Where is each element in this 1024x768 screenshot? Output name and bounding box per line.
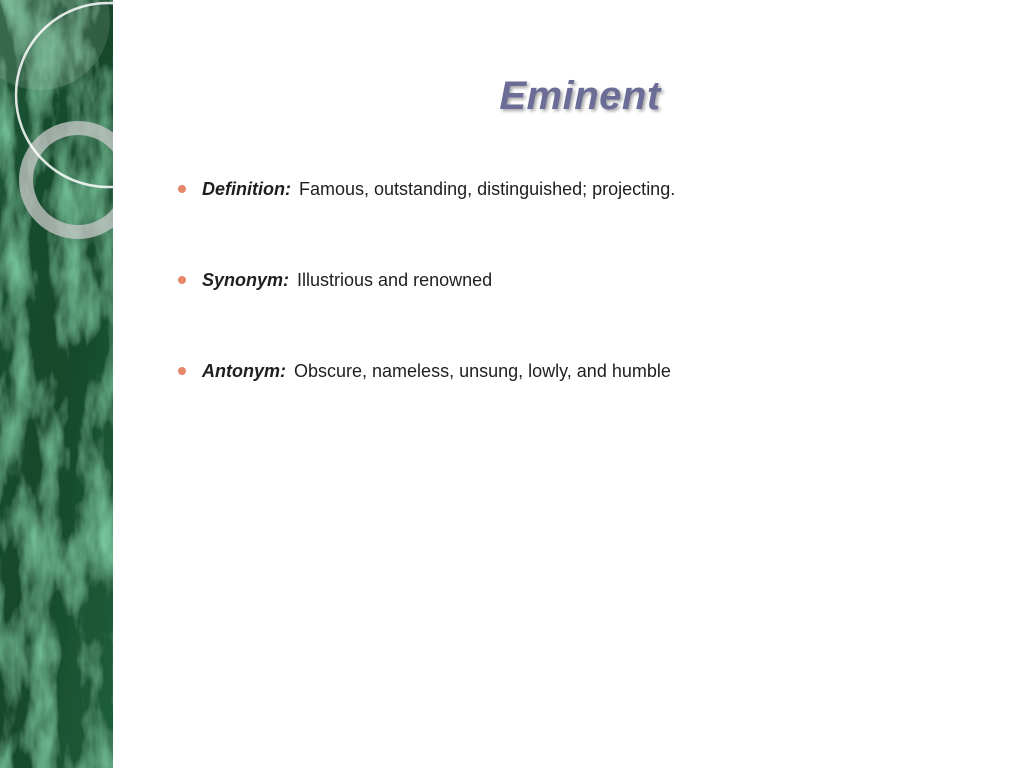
antonym-text: Obscure, nameless, unsung, lowly, and humble <box>294 361 671 381</box>
marble-texture-graphic <box>0 0 113 768</box>
antonym-term: Antonym: <box>202 361 286 381</box>
synonym-text: Illustrious and renowned <box>297 270 493 290</box>
bullet-dot-icon <box>178 276 186 284</box>
decorative-side-panel <box>0 0 113 768</box>
bullet-dot-icon <box>178 185 186 193</box>
bullet-dot-icon <box>178 367 186 375</box>
bullet-antonym <box>176 357 976 385</box>
slide-title: Eminent <box>499 74 661 118</box>
definition-term: Definition: <box>202 179 291 199</box>
bullet-synonym <box>176 266 976 294</box>
bullet-list <box>176 175 976 448</box>
synonym-term: Synonym: <box>202 270 290 290</box>
bullet-definition <box>176 175 976 203</box>
definition-text: Famous, outstanding, distinguished; projecting. <box>298 179 676 199</box>
